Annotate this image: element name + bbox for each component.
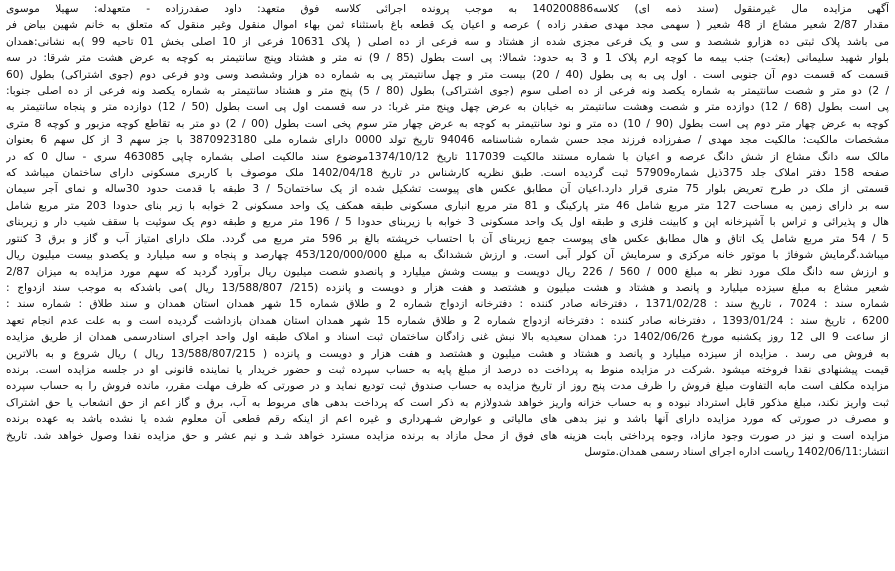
notice-line: آگهی مزایده مال غیرمنقول (سند ذمه ای) کلاسه140200886 به موجب پرونده اجرائی کلاسه فوق متعهد: داود صفدرزاده - متعهدله: سهیلا موسوی [6,3,889,15]
notice-line: مالک سه دانگ مشاع از شش دانگ عرصه و اعیان با شماره مستند مالکیت 117039 تاریخ 1374/10/12موضوع سند مالکیت اصلی بشماره چاپی 463085 سری - سال 0 که در [6,150,889,163]
notice-line: هال و پذیرائی و تراس با آشپزخانه اپن و کابینت فلزی و طبقه اول یک واحد مسکونی 3 خوابه با زیربنای حدودا 5 / 196 متر مربع و طبقه دوم یک سوئیت با سقف شیب دار و زیربنای [6,216,889,229]
publish-date: 1402/06/11 [797,445,859,458]
notice-line: میباشد.گرمایش شوفاژ با موتور خانه مرکزی و سرمایش آن کولر آبی است. و ارزش ششدانگ به مبلغ 453/120/000/000 چهارصد و پنجاه و سه میلیارد و یکصدو بیست میلیون ریال [6,249,889,262]
notice-line: 6200 ، تاریخ سند : 1393/01/24 ، دفترخانه صادر کننده : دفترخانه ازدواج شماره 2 و طلاق شماره 15 شهر همدان استان همدان بازداشت گردیده است و به علت عدم انجام تعهد [6,314,889,327]
notice-line: مزایده مکلف است مابه التفاوت مبلغ فروش را ظرف مدت پنج روز از تاریخ مزایده به حساب صندوق ثبت تودیع نماید و در صورتی که ظرف مهلت مقرر، مانده فروش را به حساب سپرده [6,380,889,393]
notice-line: شعیر مشاع به مبلغ سیزده میلیارد و پانصد و هشتاد و هشت میلیون و هشتصد و هفت هزار و دویست و پانزده (215/ 13/588/807 ریال )می باشدکه به موجب سند ازدواج : [6,281,889,294]
notice-line: ثبت واریز نکند، مبلغ مذکور قابل استرداد نبوده و به حساب خزانه واریز خواهد شدولازم به ذکر است که پرداخت بدهی های مربوط به آب، برق و گاز اعم از حق انشعاب یا حق اشتراک [6,396,889,409]
notice-line: قسمت که قسمت دوم آن جنوبی است . اول پی به پی بطول (40 / 20) بیست متر و چهل سانتیمتر پی به شماره ده هزار وششصد وسی ودو فرعی دوم (جوی اشتراکی) بطول (60 [6,68,889,81]
auction-notice-text [6,1,889,460]
notice-line: به فروش می رسد . مزایده از سیزده میلیارد و پانصد و هشتاد و هشت میلیون و هشتصد و هفت هزار و دویست و پانزده ( 13/588/807/215 ریال ) ریال شروع و به بالاترین [6,347,889,360]
notice-line: قیمت پیشنهادی نقدا فروخته میشود .شرکت در مزایده منوط به پرداخت ده درصد از مبلغ پایه به حساب سپرده ثبت و حضور خریدار یا نماینده قانونی او در جلسه مزایده است. برنده [6,363,889,376]
notice-line: کوچه به عرض چهار متر دوم پی است بطول (90 / 10) ده متر و نود سانتیمتر به کوچه به عرض چهار متر سوم پخی است بطول (00 / 2) دو متر به تقاطع کوچه مزبور و کوچه 8 متری [6,117,889,130]
notice-line: شماره سند : 7024 ، تاریخ سند : 1371/02/28 ، دفترخانه صادر کننده : دفترخانه ازدواج شماره 2 و طلاق شماره 15 شهر همدان استان همدان و سند طلاق : شماره سند : [6,298,889,311]
notice-footer [6,444,889,460]
notice-line: مزایده است و نیز در صورت وجود مازاد، وجوه پرداختی بابت هزینه های فوق از محل مازاد به برنده مزایده مسترد خواهد شـد و نیم عشر و حق مزایده نقدا وصول خواهد شد. تاریخ [6,429,889,442]
notice-line: بلوار شهید سلیمانی (بعثت) جنب بیمه ما کوچه ارم پلاک 1 و 3 به حدود: شمالا: پی است بطول (85 / 9) نه متر و هشتاد وپنج سانتیمتر به کوچه به عرض هشت متر شرقا: در سه [6,52,889,65]
notice-line: و مصرف در صورتی که مورد مزایده دارای آنها باشد و نیز بدهی های مالیاتی و عوارض شـهرداری و غیره اعم از اینکه رقم قطعی آن معلوم شده یا نشده باشد به عهده برنده [6,413,889,426]
notice-line: / 2) دو متر و شصت سانتیمتر به شماره یکصد ونه فرعی از ده اصلی سوم (جوی اشتراکی) بطول (80 / 5) پنج متر و هشتاد سانتیمتر به شماره یکصد ونه فرعی از ده اصلی جنوبا: [6,85,889,98]
notice-line: مشخصات مالکیت: مالکیت مجد مهدی / صفرزاده فرزند مجد حسن شماره شناسنامه 94046 تاریخ تولد 0000 دارای شماره ملی 3870923180 با جز سهم 3 از کل سهم 6 بعنوان [6,134,889,147]
notice-line: سه بر دارای زمین به مساحت 127 متر مربع شامل 46 متر پارکینگ و 81 متر مربع انباری مسکونی طبقه همکف یک واحد مسکونی 2 خوابه با زیر بنای حدودا 203 متر مربع شامل [6,199,889,212]
notice-line: صفحه 158 دفتر املاک جلد 375ذیل شماره57909 ثبت گردیده است. طبق نظریه کارشناس در تاریخ 1402/04/18 ملک موصوف با کاربری مسکونی دارای ساختمان میباشد که [6,167,889,180]
notice-line: پی است بطول (68 / 12) دوازده متر و شصت وهشت سانتیمتر به خیابان به عرض چهل وپنج متر غربا: در سه قسمت اول پی است بطول (50 / 12) دوازده متر و پنجاه سانتیمتر به [6,101,889,114]
notice-line: از ساعت 9 الی 12 روز یکشنبه مورخ 1402/06/26 در: همدان سعیدیه بالا نبش غنی زادگان ساختمان ثبت اسناد و املاک طبقه اول واحد اجرای اسنادرسمی همدان از طریق مزایده [6,331,889,344]
notice-line: قسمتی از ملک در طرح تعریض بلوار 75 متری قرار دارد.اعیان آن مطابق عکس های پیوست تشکیل شده از یک ساختمان5 / 3 طبقه با قدمت حدود 30ساله و نمای آجر سیمان [6,183,889,196]
notice-line: 5 / 54 متر مربع شامل یک اتاق و هال مطابق عکس های پیوست جمع زیربنای آن با احتساب خرپشته بالغ بر 596 متر مربع می گردد. ملک دارای امتیاز آب و گاز و برق 3 کنتور [6,232,889,245]
notice-line: می باشد پلاک ثبتی ده هزارو ششصد و سی و یک فرعی مجزی شده از هشتاد و سه فرعی از ده اصلی ( پلاک 10631 فرعی از 10 اصلی بخش 01 تاحیه 99 )به نشانی:همدان [6,35,889,48]
publisher-name: ریاست اداره اجرای اسناد رسمی همدان.متوسل [584,445,795,458]
publish-label: انتشار: [858,445,889,458]
notice-line: مقدار 2/87 شعیر مشاع از 48 شعیر ( سهمی مجد مهدی صفدر زاده ) عرصه و اعیان یک قطعه باغ باستثناء ثمن بهاء اموال منقول وغیر منقول که متعلق به خانم شهین بیاض فر [6,19,889,32]
notice-line: و ارزش سه دانگ ملک مورد نظر به مبلغ 000 / 560 / 226 ریال دویست و بیست وشش میلیارد و پانصدو شصت میلیون ریال برآورد گردید که سهم مورد مزایده به میزان 2/87 [6,265,889,278]
